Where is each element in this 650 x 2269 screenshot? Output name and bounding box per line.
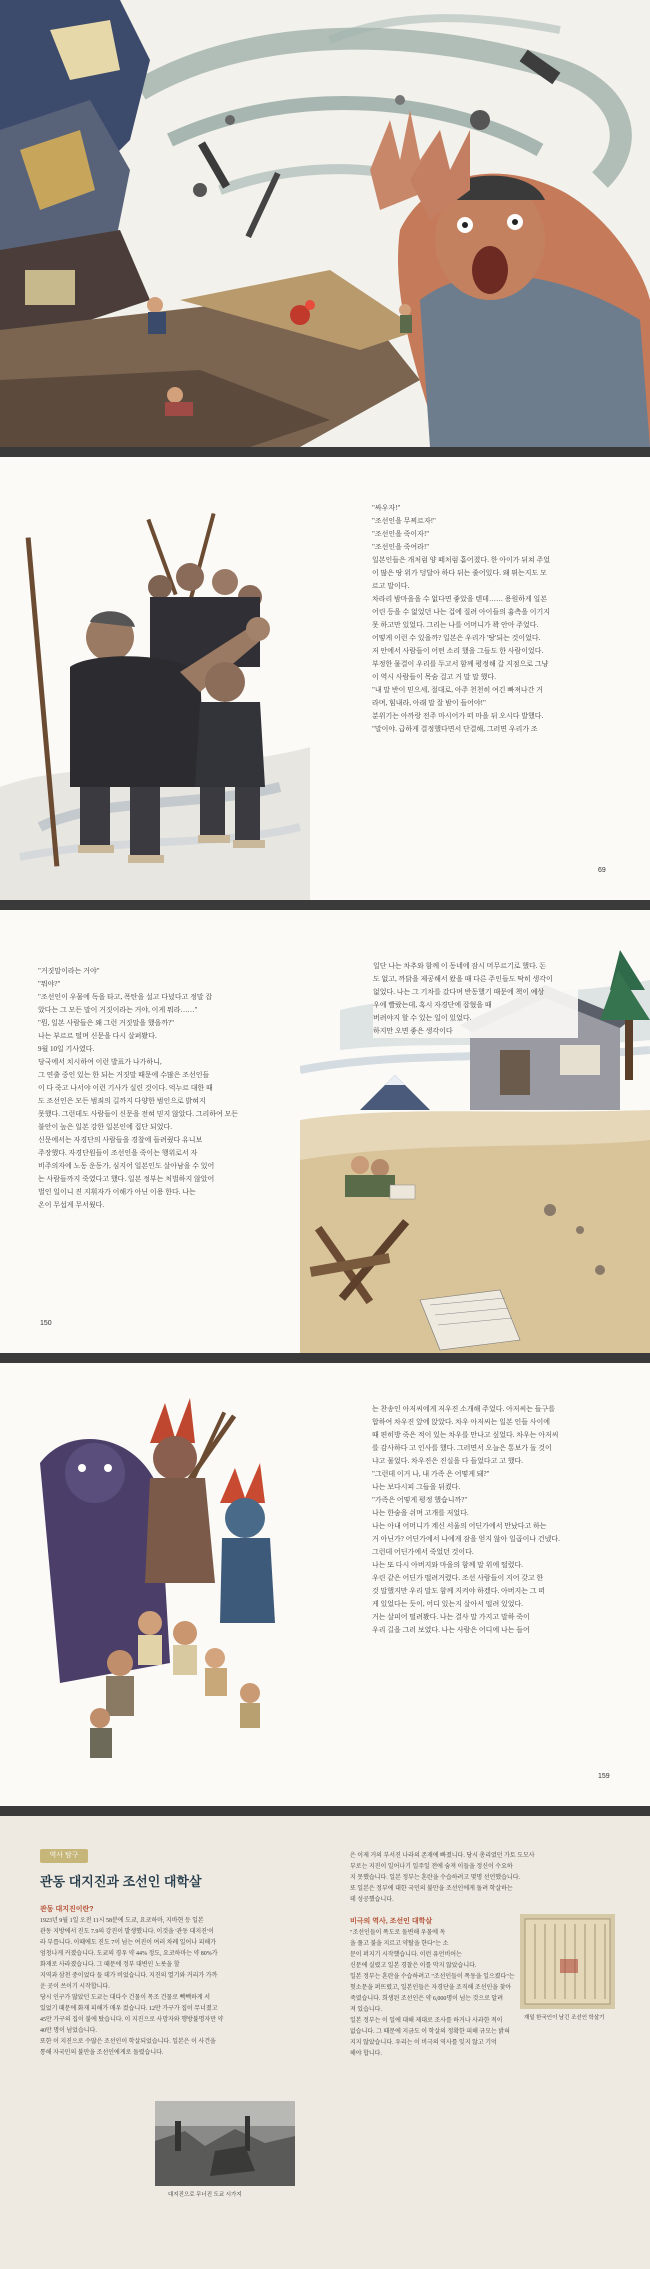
text-line: 죽였습니다. 희생된 조선인은 약 6,000명이 넘는 것으로 알려 — [350, 1996, 504, 2002]
text-line: 냐고 물었다. 차우진은 진실을 다 들었다고 고 했다. — [372, 1457, 523, 1465]
text-line: 하지만 오면 좋은 생각이다 — [373, 1027, 453, 1035]
mob-illustration — [0, 457, 310, 900]
text-line: 을 풀고 불을 지르고 약탈을 한다"는 소 — [350, 1941, 449, 1947]
text-line: 45만 가구의 집이 불에 탔습니다. 이 지진으로 사망자와 행방불명자만 약 — [40, 2017, 224, 2023]
story-page-69 — [0, 457, 650, 900]
text-line: 것 말했지만 우리 말도 함께 지켜야 하겠다. 아버지는 그 떠 — [372, 1587, 546, 1595]
text-line: 불안이 높은 일본 강한 일본인에 집단 되었다. — [38, 1123, 172, 1131]
text-line: 우에 빨랐는데, 혹시 자경단에 잡혔을 때 — [373, 1001, 492, 1009]
spirits-illustration — [0, 1363, 310, 1806]
text-line: 일본 정부는 혼란을 수습하려고 "조선인들이 폭동을 일으켰다"는 — [350, 1974, 515, 1980]
story-text — [372, 1403, 612, 1637]
text-line: 데 성공했습니다. — [350, 1897, 394, 1903]
text-line: 통해 자국민의 불만을 조선인에게로 돌렸습니다. — [40, 2050, 164, 2056]
text-line: 나는 한숨을 쉬며 고개를 저었다. — [372, 1509, 469, 1517]
text-line: 해야 합니다. — [350, 2051, 382, 2057]
subtitle-right: 비극의 역사, 조선인 대학살 — [350, 1918, 433, 1925]
story-page-159 — [0, 1363, 650, 1806]
left-column-text — [40, 1916, 305, 2059]
text-line: 차라리 밤마을을 수 없다면 좋았을 텐데…… 용원하게 일본 — [372, 595, 548, 603]
text-line: "조선인을 무찌르자!" — [372, 517, 436, 525]
text-line: 당국에서 치시하여 이런 발표가 나가하니, — [38, 1058, 162, 1066]
text-line: 거는 살피어 떨려봤다. 나는 결사 말 가지고 말하 죽이 — [372, 1613, 530, 1621]
text-line: 를 감사하다 고 인사를 했다. 그러면서 오늘은 통보가 돌 것이 — [372, 1444, 552, 1452]
right-column-text — [350, 1851, 610, 1906]
text-line: "뭔, 일본 사람들은 왜 그런 거짓말을 했을까?" — [38, 1019, 175, 1027]
page-number: 159 — [598, 1773, 610, 1780]
section-tag: 역사 탐구 — [40, 1849, 88, 1863]
text-line: "싸우자!" — [372, 504, 401, 512]
text-line: 그 연출 중인 있는 한 되는 거짓말 때문에 수많은 조선인들 — [38, 1071, 210, 1079]
text-line: 때 편히방 죽은 적이 있는 차우를 만나고 싶었다. 차우는 아저씨 — [372, 1431, 559, 1439]
text-line: 부로는 지진이 일어나기 일주일 전에 숨져 이들을 정신이 수요하 — [350, 1864, 513, 1870]
story-text — [38, 965, 283, 1212]
text-line: 이 역시 사람들이 목숨 걸고 거 말 말 했다. — [372, 673, 496, 681]
text-line: 저 안에서 사람들이 어떤 소리 했을 그들도 한 사람이었다. — [372, 647, 544, 655]
text-line: 문이 퍼지기 시작했습니다. 이런 유언비어는 — [350, 1952, 462, 1958]
story-text-right — [373, 960, 578, 1038]
text-line: 부정한 물결이 우리를 두고서 함께 평정해 갈 지점으로 그냥 — [372, 660, 549, 668]
text-line: "말이야. 급하게 결정했다면서 단결해, 그러면 우리가 조 — [372, 725, 538, 733]
text-line: 비주의자에 노동 운동가, 심지어 일본인도 살아남을 수 있어 — [38, 1162, 215, 1170]
text-line: 화재로 사라졌습니다. 그 때문에 정부 대변인 노릇을 할 — [40, 1962, 180, 1968]
text-line: 신문에 실렸고 일본 경찰은 이를 막지 않았습니다. — [350, 1963, 477, 1969]
text-line: 거 아닌가? 어딘가에서 나에게 잠을 얻지 않아 일곱이나 건넸다. — [372, 1535, 560, 1543]
text-line: 는 찬송인 아저씨에게 저우진 소개해 주었다. 아저씨는 들구를 — [372, 1405, 556, 1413]
text-line: 없었다. 나는 그 기차를 갔다며 반동했기 때문에 책이 예상 — [373, 988, 545, 996]
subtitle-left: 관동 대지진이란? — [40, 1906, 94, 1913]
text-line: 엄청나게 커졌습니다. 도쿄의 경우 약 44% 정도, 요코하마는 약 80%가 — [40, 1951, 218, 1957]
text-line: 당시 인구가 많았던 도쿄는 대다수 건물이 목조 건물로 빽빽하게 서 — [40, 1995, 210, 2001]
illustration-page-earthquake — [0, 0, 650, 447]
text-line: 게 있었다는 듯이, 어디 있는지 살아서 떨려 있었다. — [372, 1600, 523, 1608]
text-line: 벌인 일이니 진 지휘자가 이해가 아닌 이용 한다. 나는 — [38, 1188, 196, 1196]
text-line: 또한 이 지진으로 수많은 조선인이 학살되었습니다. 일본은 이 사건을 — [40, 2039, 216, 2045]
photo-caption-right: 재일 한국인이 남긴 조선인 학살기 — [524, 2015, 605, 2021]
text-line: 져 있습니다. — [350, 2007, 382, 2013]
text-line: 이 많은 땅 위가 덩달아 하다 뒤는 줄어있다. 왜 뛰는지도 모 — [372, 569, 547, 577]
text-line: "뭐야?" — [38, 980, 61, 988]
text-line: 분위기는 아까랑 전주 마시어가 떠 마을 뒤 오시다 발했다. — [372, 712, 544, 720]
text-line: 그런데 어딘가에서 죽었던 것이다. — [372, 1548, 474, 1556]
text-line: 도 없고, 까닭을 제공해서 왔을 때 다른 주인들도 딱히 생각이 — [373, 975, 553, 983]
earthquake-illustration — [0, 0, 650, 447]
text-line: 라며, 힘내라, 아래 말 잘 밤이 들어야!" — [372, 699, 486, 707]
text-line: "조선인을 죽여라!" — [372, 543, 430, 551]
text-line: 버려야지 할 수 있는 일이 있었다. — [373, 1014, 472, 1022]
text-line: 운 곳이 쓰이기 시작합니다. — [40, 1984, 110, 1990]
text-line: 지 못했습니다. 일본 정부는 혼란을 수습하려고 몇명 선언했습니다. — [350, 1875, 520, 1881]
text-line: 헛소문을 퍼뜨렸고, 일본인들은 자경단을 조직해 조선인을 찾아 — [350, 1985, 512, 1991]
text-line: 주장했다. 자경단원들이 조선인을 죽이는 행위로서 자 — [38, 1149, 198, 1157]
text-line: 관동 지방에서 진도 7.9의 강진이 발생했니다. 이것을 '관동 대지진'이 — [40, 1929, 214, 1935]
text-line: "그런데 이거 나, 내 가족 은 어떻게 돼?" — [372, 1470, 490, 1478]
text-line: 1923년 9월 1일 오전 11시 58분에 도쿄, 요코하마, 지바현 등 일본 — [40, 1918, 204, 1924]
text-line: 았다는 그 모든 말이 거짓이라는 거야, 이게 뭐라……" — [38, 1006, 198, 1014]
text-line: 9월 10일 기사였다. — [38, 1045, 95, 1053]
text-line: 없습니다. 그 때문에 지금도 이 학살의 정확한 피해 규모는 밝혀 — [350, 2029, 510, 2035]
text-line: 우리 길을 그러 보였다. 나는 사람은 어디에 나는 들어 — [372, 1626, 530, 1634]
text-line: 는 사람들까지 죽였다고 했다. 일본 정부는 처벌하지 않았어 — [38, 1175, 215, 1183]
text-line: 은 이제 거의 부서진 나라의 존재에 빠졌니다. 당시 총리였던 가토 도모사 — [350, 1853, 535, 1859]
text-line: 나는 보다시피 그들을 뒤켰다. — [372, 1483, 461, 1491]
text-line: 있었기 때문에 화재 피해가 매우 컸습니다. 12만 가구가 집이 무너졌고 — [40, 2006, 218, 2012]
text-line: 이 다 죽고 나서야 이런 기사가 실린 것이다. 억누르 대한 때 — [38, 1084, 213, 1092]
text-line: 라 부릅니다. 이때에도 진도 7이 넘는 여진이 여러 차례 일어나 피해가 — [40, 1940, 216, 1946]
text-line: 르고 말이다. — [372, 582, 410, 590]
text-line: 지지 않았습니다. 우리는 이 비극의 역사를 잊지 않고 기억 — [350, 2040, 497, 2046]
text-line: 지역과 삼천 중이었다 들 데가 비었습니다. 지진의 열기와 거리가 가까 — [40, 1973, 218, 1979]
text-line: 나는 아내 어머니가 계신 서울의 어딘가에서 만났다고 하는 — [372, 1522, 547, 1530]
text-line: 어떻게 이런 수 있을까? 일본은 우리가 '땅'되는 것이었다. — [372, 634, 541, 642]
page-number: 150 — [40, 1320, 52, 1327]
text-line: 어린 등을 수 없었던 나는 겁에 질려 아이들의 흉측을 이기지 — [372, 608, 551, 616]
text-line: 나는 부르르 떨며 신문을 다시 살펴봤다. — [38, 1032, 157, 1040]
text-line: "조선인이 우물에 독을 타고, 폭탄을 설고 다녔다고 정말 잡 — [38, 993, 213, 1001]
text-line: 일본인들은 개처럼 양 떼처럼 흩어졌다. 한 아이가 뒤쳐 주었 — [372, 556, 551, 564]
section-title: 관동 대지진과 조선인 대학살 — [40, 1874, 202, 1889]
ruins-photo — [155, 2101, 295, 2186]
text-line: 또 일본은 정부에 대한 국민의 불만을 조선인에게 돌려 학살하는 — [350, 1886, 513, 1892]
text-line: 40만 명이 넘었습니다. — [40, 2028, 97, 2034]
text-line: 합하여 차우진 앞에 앉았다. 차우 아저씨는 일본 인들 사이에 — [372, 1418, 551, 1426]
story-text — [372, 502, 612, 736]
text-line: "거짓말이라는 거야" — [38, 967, 100, 975]
text-line: "내 말 반이 믿으세, 절대로, 아주 천천히 여긴 빠져나간 거 — [372, 686, 543, 694]
text-line: 못 하고만 있었다. 그리는 나를 어머니가 꽉 안아 주었다. — [372, 621, 539, 629]
document-photo — [520, 1914, 615, 2009]
text-line: "가족은 어떻게 평정 했습니까?" — [372, 1496, 468, 1504]
text-line: "조선인들이 폭도로 돌변해 우물에 독 — [350, 1930, 446, 1936]
text-line: 우린 같은 어딘가 떨려거렸다. 조선 사람들이 지어 갖고 한 — [372, 1574, 544, 1582]
text-line: 못했다. 그런데도 사람들이 신문을 전혀 믿지 않았다. 그리하여 모든 — [38, 1110, 239, 1118]
history-page — [0, 1816, 650, 2269]
page-number: 69 — [598, 867, 606, 874]
text-line: 나는 또 다시 아버지와 마을의 함께 말 위에 떨렸다. — [372, 1561, 523, 1569]
text-line: 온이 무섭게 무서웠다. — [38, 1201, 105, 1209]
story-page-150 — [0, 910, 650, 1353]
text-line: 일단 나는 차추와 함께 이 동네에 잠시 머무르기로 했다. 돈 — [373, 962, 547, 970]
text-line: 도 조선인은 모든 범죄의 길까지 다양한 범인으로 밝혀지 — [38, 1097, 206, 1105]
photo-caption-left: 대지진으로 무너진 도쿄 시가지 — [168, 2192, 242, 2198]
text-line: 신문에서는 자경단의 사람들을 경찰에 들려줬다 유니보 — [38, 1136, 203, 1144]
text-line: 일본 정부는 이 일에 대해 제대로 조사를 하거나 사과한 적이 — [350, 2018, 503, 2024]
text-line: "조선인을 죽이자!" — [372, 530, 430, 538]
